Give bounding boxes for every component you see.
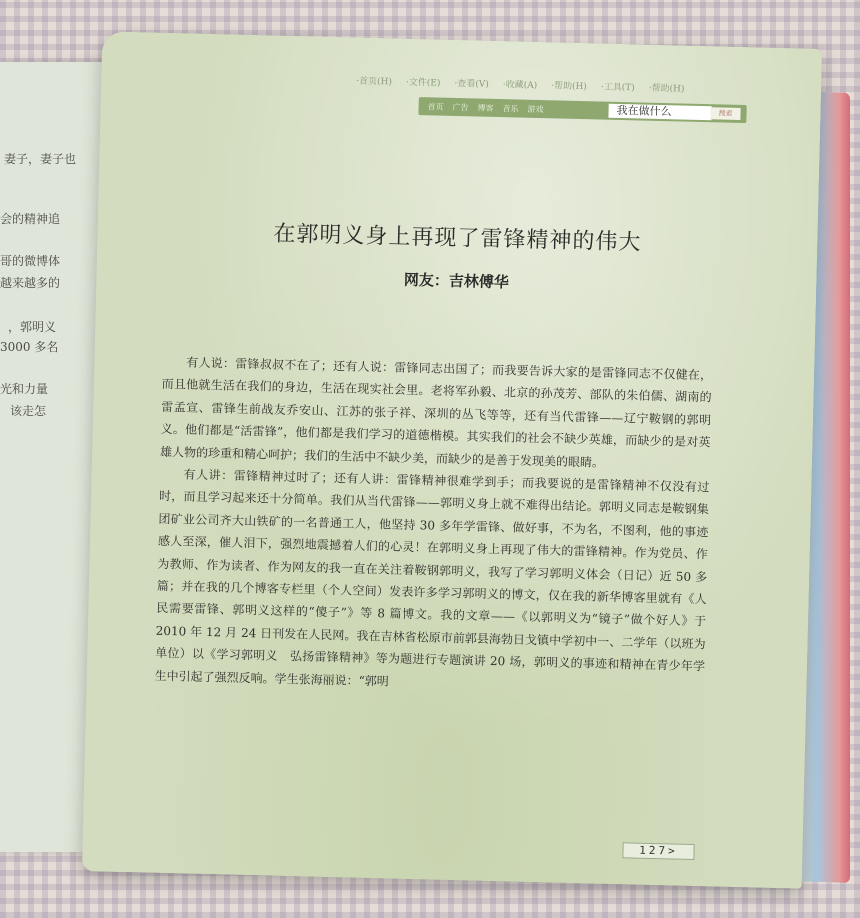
- left-text-fragment: 越来越多的: [0, 276, 61, 290]
- top-menu-item: ·帮助(H): [551, 81, 587, 93]
- nav-item-games: 游戏: [527, 104, 544, 114]
- blog-nav-bar: [418, 97, 746, 123]
- article-paragraph: 有人讲：雷锋精神过时了；还有人讲：雷锋精神很难学到手；而我要说的是雷锋精神不仅没有过时，而且学习起来还十分简单。我们从当代雷锋——郭明义身上就不难得出结论。郭明义同志是鞍钢集团矿业公司齐大山铁矿的一名普通工人，他坚持 30 多年学雷锋、做好事，不为名，不图利，他的事迹感人至深，催人泪下，强烈地震撼着人们的心灵！在郭明义身上再现了伟大的雷锋精神。作为党员、作为教师、作为读者、作为网友的我一直在关注着鞍钢郭明义，我写了学习郭明义体会（日记）近 50 多篇；并在我的几个博客专栏里（个人空间）发表许多学习郭明义的博文，仅在我的新华博客里就有《人民需要雷锋、郭明义这样的“傻子”》等 8 篇博文。我的文章——《以郭明义为“镜子”做个好人》于 2010 年 12 月 24 日刊发在人民网。我在吉林省松原市前郭县海勃日戈镇中学初中一、二学年（以班为单位）以《学习郭明义 弘扬雷锋精神》等为题进行专题演讲 20 场，郭明义的事迹和精神在青少年学生中引起了强烈反响。学生张海丽说：“郭明: [154, 467, 710, 689]
- top-menu-bar: [356, 74, 685, 95]
- search-button: 搜索: [710, 107, 740, 120]
- top-menu-item: ·首页(H): [356, 76, 393, 88]
- left-text-fragment: 该走怎: [10, 404, 47, 418]
- search-input: 我在做什么: [608, 104, 711, 121]
- article-title: 在郭明义身上再现了雷锋精神的伟大: [273, 221, 642, 256]
- left-text-fragment: 光和力量: [0, 382, 49, 396]
- top-menu-item: ·查看(V): [454, 78, 489, 90]
- nav-item-blog: 博客: [477, 103, 494, 113]
- article-author: 网友：吉林傅华: [403, 270, 510, 292]
- nav-item-home: 首页: [427, 101, 444, 112]
- top-menu-item: ·文件(E): [405, 77, 441, 89]
- left-text-fragment: 会的精神追: [0, 212, 61, 226]
- article-body: [154, 351, 712, 700]
- nav-item-music: 音乐: [502, 103, 519, 114]
- right-page: [82, 31, 822, 888]
- left-text-fragment: 妻子，妻子也: [4, 152, 77, 166]
- left-text-fragment: ，郭明义: [8, 320, 57, 334]
- top-menu-item: ·工具(T): [600, 82, 635, 94]
- nav-item-ads: 广告: [452, 102, 469, 112]
- article-paragraph: 有人说：雷锋叔叔不在了；还有人说：雷锋同志出国了；而我要告诉大家的是雷锋同志不仅健在，而且他就生活在我们的身边，生活在现实社会里。老将军孙毅、北京的孙茂芳、部队的朱伯儒、湖南的雷孟宣、雷锋生前战友乔安山、江苏的张子祥、深圳的丛飞等等，还有当代雷锋——辽宁鞍钢的郭明义。他们都是“活雷锋”，他们都是我们学习的道德楷模。其实我们的社会不缺少英雄，而缺少的是对英雄人物的珍重和精心呵护；我们的生活中不缺少美，而缺少的是善于发现美的眼睛。: [159, 355, 713, 470]
- left-text-fragment: 3000 多名: [0, 340, 59, 354]
- page-number: 127>: [622, 842, 694, 860]
- left-text-fragment: 哥的微博体: [0, 254, 61, 268]
- top-menu-item: ·收藏(A): [502, 80, 538, 91]
- top-menu-item: ·帮助(H): [648, 83, 685, 95]
